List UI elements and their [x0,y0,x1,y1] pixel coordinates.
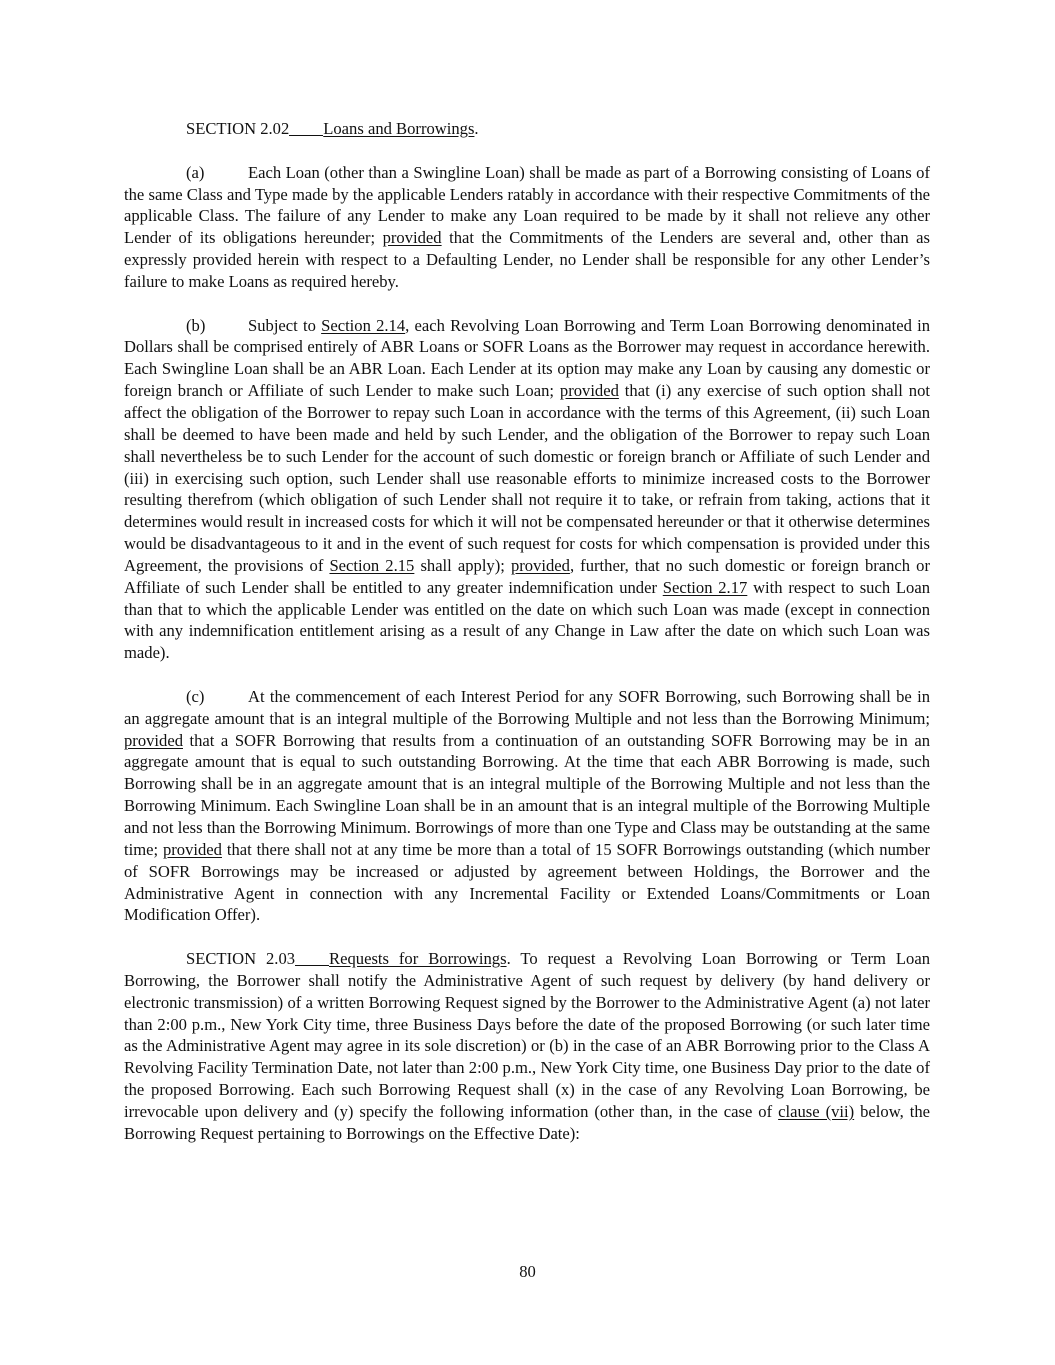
paragraph-text: shall apply); [414,555,511,575]
section-title-trail: . [474,119,479,138]
document-page [124,118,930,1145]
paragraph-text: that (i) any exercise of such option shall not affect the obligation of the Borrower to repay such Loan in accordance with the terms of this Agreement, (ii) such Loan shall be deemed to have been made and held by such Lender, and the obligation of the Borrower to repay such Loan shall nevertheless be to such Lender for the account of such domestic or foreign branch or Affiliate of such Lender and (iii) in exercising such option, such Lender shall use reasonable efforts to minimize increased costs to the Borrower resulting therefrom (which obligation of such Lender shall not require it to take, or refrain from taking, actions that it determines would result in increased costs for which it will not be compensated hereunder or that it otherwise determines would be disadvantageous to it and in the event of such request for costs for which compensation is provided under this Agreement, the provisions of [124,381,930,575]
section-number: SECTION 2.03 [186,949,296,969]
paragraph-c [124,686,930,926]
paragraph-text: At the commencement of each Interest Period for any SOFR Borrowing, such Borrowing shall be in an aggregate amount that is an integral multiple of the Borrowing Multiple and not less than the Borrowing Minimum; [124,686,930,728]
underline-gap [295,950,329,966]
section-reference: Section 2.17 [662,577,748,597]
provided-term: provided [382,228,442,248]
paragraph-label: (c) [186,686,205,706]
section-title: Loans and Borrowings [323,119,475,138]
paragraph-a [124,162,930,293]
section-2-02-heading [124,118,930,140]
section-reference: Section 2.14 [321,315,406,335]
section-number: SECTION 2.02 [186,119,290,138]
paragraph-text: , further, that no such domestic or foreign branch or Affiliate of such Lender shall be entitled to any greater indemnification under [124,555,930,597]
paragraph-text: that the Commitments of the Lenders are several and, other than as expressly provided herein with respect to a Defaulting Lender, no Lender shall be responsible for any other Lender’s failure to make Loans as required hereby. [124,228,930,291]
section-title: Requests for Borrowings [329,949,507,969]
paragraph-label: (a) [186,162,205,182]
paragraph-text: Subject to [248,315,322,335]
paragraph-text: below, the Borrowing Request pertaining to Borrowings on the Effective Date): [124,1101,930,1143]
clause-reference: clause (vii) [778,1101,855,1121]
paragraph-text: , each Revolving Loan Borrowing and Term Loan Borrowing denominated in Dollars shall be comprised entirely of ABR Loans or SOFR Loans as the Borrower may request in accordance herewith. Each Swingline Loan shall be an ABR Loan. Each Lender at its option may make any Loan by causing any domestic or foreign branch or Affiliate of such Lender to make such Loan; [124,315,930,401]
section-reference: Section 2.15 [329,555,415,575]
section-2-03 [124,948,930,1145]
paragraph-text: . To request a Revolving Loan Borrowing or Term Loan Borrowing, the Borrower shall notify the Administrative Agent of such request by delivery (by hand delivery or electronic transmission) of a written Borrowing Request signed by the Borrower to the Administrative Agent (a) not later than 2:00 p.m., New York City time, three Business Days before the date of the proposed Borrowing (or such later time as the Administrative Agent may agree in its sole discretion) or (b) in the case of an ABR Borrowing prior to the Class A Revolving Facility Termination Date, not later than 2:00 p.m., New York City time, one Business Day prior to the date of the proposed Borrowing. Each such Borrowing Request shall (x) in the case of any Revolving Loan Borrowing, be irrevocable upon delivery and (y) specify the following information (other than, in the case of [124,949,930,1121]
paragraph-text: with respect to such Loan than that to which the applicable Lender was entitled on the date on which such Loan was made (except in connection with any indemnification entitlement arising as a result of any Change in Law after the date on which such Loan was made). [124,577,930,663]
paragraph-text: that a SOFR Borrowing that results from a continuation of an outstanding SOFR Borrowing may be in an aggregate amount that is equal to such outstanding Borrowing. At the time that each ABR Borrowing is made, such Borrowing shall be in an aggregate amount that is an integral multiple of the Borrowing Multiple and not less than the Borrowing Minimum. Each Swingline Loan shall be in an amount that is an integral multiple of the Borrowing Multiple and not less than the Borrowing Minimum. Borrowings of more than one Type and Class may be outstanding at the same time; [124,730,930,859]
provided-term: provided [559,381,619,401]
provided-term: provided [124,730,183,750]
page-number: 80 [519,1262,536,1281]
underline-gap [289,120,323,136]
provided-term: provided [510,555,570,575]
provided-term: provided [162,839,222,859]
paragraph-text: that there shall not at any time be more than a total of 15 SOFR Borrowings outstanding (which number of SOFR Borrowings may be increased or adjusted by agreement between Holdings, the Borrower and the Administrative Agent in connection with any Incremental Facility or Extended Loans/Commitments or Loan Modification Offer). [124,839,930,925]
paragraph-b [124,315,930,665]
paragraph-text: Each Loan (other than a Swingline Loan) shall be made as part of a Borrowing consisting of Loans of the same Class and Type made by the applicable Lenders ratably in accordance with their respective Commitments of the applicable Class. The failure of any Lender to make any Loan required to be made by it shall not relieve any other Lender of its obligations hereunder; [124,162,930,248]
paragraph-label: (b) [186,315,206,335]
